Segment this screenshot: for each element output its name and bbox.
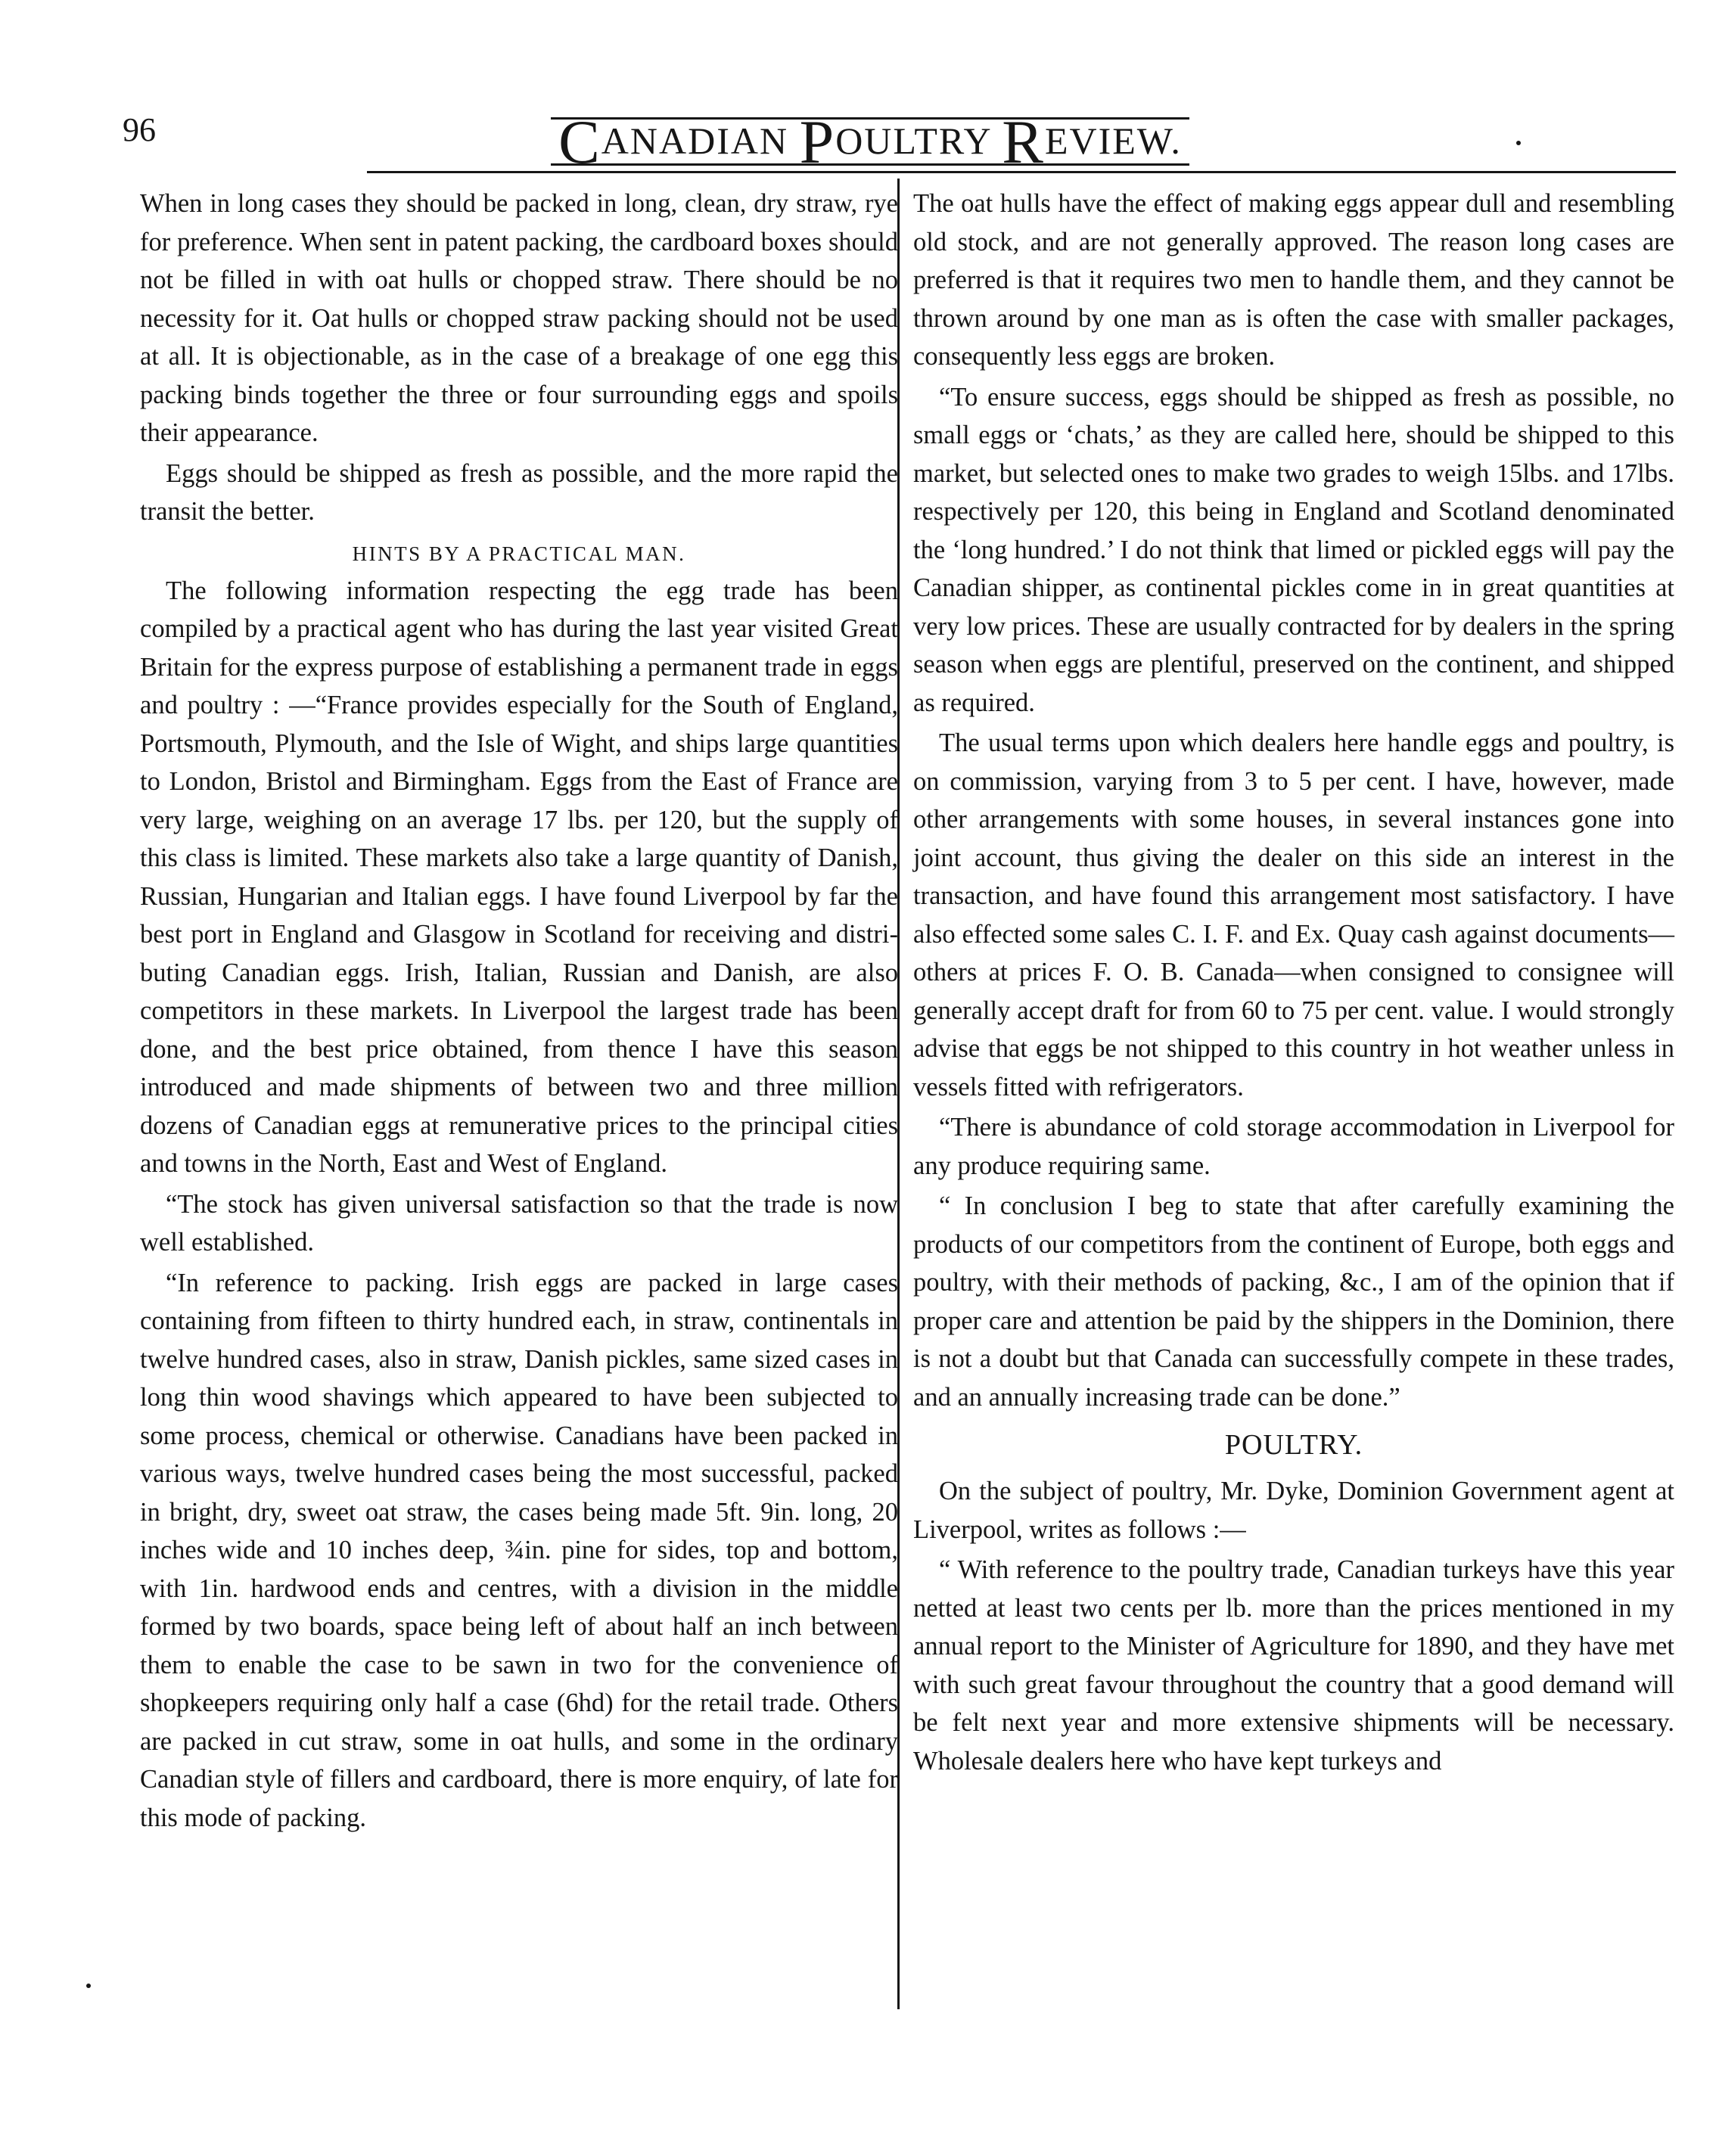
paragraph: “ In conclusion I beg to state that after carefully examining the products of our competitors from the continent of Europe, both eggs and poultry, with their methods of packing, &c., I am of the opinion that if proper care and attention be paid by the shippers in the Dominion, there is not a doubt but that Canada can successfully compete in these trades, and an annually increasing trade can be done.”	[913, 1191, 1674, 1412]
paragraph: “In reference to packing. Irish eggs are packed in large cases containing from fifteen to thirty hundred each, in straw, continentals in twelve hundred cases, also in straw, Danish pickles, same sized cases in long thin wood shavings which appeared to have been subjected to some process, chemical or otherwise. Canadians have been packed in various ways, twelve hundred cases being the most successful, packed in bright, dry, sweet oat straw, the cases being made 5ft. 9in. long, 20 inches wide and 10 inches deep, ¾in. pine for sides, top and bottom, with 1in. hardwood ends and centres, with a division in the middle formed by two boards, space being left of about half an inch between them to enable the case to be sawn in two for the convenience of shopkeepers requiring only half a case (6hd) for the retail trade. Others are packed in cut straw, some in oat hulls, and some in the ordinary Canadian style of fillers and cardboard, there is more enquiry, of late for this mode of packing.	[140, 1268, 898, 1832]
right-column	[913, 185, 1674, 1782]
paragraph: The oat hulls have the effect of making eggs appear dull and resembling old stock, and are not generally approved. The reason long cases are preferred is that it requires two men to handle them, and they cannot be thrown around by one man as is often the case with smaller packages, consequently less eggs are broken.	[913, 189, 1674, 371]
masthead-title: CANADIAN POULTRY REVIEW.	[551, 117, 1189, 166]
paragraph: When in long cases they should be packed in long, clean, dry straw, rye for preference. When sent in patent packing, the cardboard boxes should not be filled in with oat hulls or chopped straw. There should be no necessity for it. Oat hulls or chopped straw packing should not be used at all. It is objectionable, as in the case of a breakage of one egg this packing binds together the three or four surrounding eggs and spoils their appearance.	[140, 189, 898, 447]
stray-dot	[1516, 141, 1521, 145]
page-number: 96	[123, 111, 156, 148]
paragraph: “The stock has given universal satisfaction so that the trade is now well established.	[140, 1189, 898, 1257]
section-heading: POULTRY.	[1224, 1429, 1363, 1461]
subheading: HINTS BY A PRACTICAL MAN.	[352, 542, 686, 565]
paragraph: On the subject of poultry, Mr. Dyke, Dominion Government agent at Liverpool, writes as follows :—	[913, 1477, 1674, 1544]
paragraph: The usual terms upon which dealers here handle eggs and poultry, is on commission, varying from 3 to 5 per cent. I have, however, made other arrangements with some houses, in several instances gone into joint account, thus giving the dealer on this side an interest in the transaction, and have found this arrangement most satisfactory. I have also effected some sales C. I. F. and Ex. Quay cash against documents—others at prices F. O. B. Canada—when consigned to consignee will generally accept draft for from 60 to 75 per cent. value. I would strongly advise that eggs be not shipped to this country in hot weather unless in vessels fitted with refrigerators.	[913, 729, 1674, 1101]
left-column	[140, 185, 898, 1839]
paragraph: “To ensure success, eggs should be shipped as fresh as possible, no small eggs or ‘chats,’ as they are called here, should be shipped to this market, but selected ones to make two grades to weigh 15lbs. and 17lbs. respectively per 120, this being in England and Scotland denominated the ‘long hundred.’ I do not think that limed or pickled eggs will pay the Canadian shipper, as continental pickles come in in great quantities at very low prices. These are usually contracted for by dealers in the spring season when eggs are plentiful, preserved on the continent, and shipped as required.	[913, 382, 1674, 717]
stray-dot	[86, 1984, 91, 1988]
paragraph: “ With reference to the poultry trade, Canadian turkeys have this year netted at least two cents per lb. more than the prices mentioned in my annual report to the Minister of Agriculture for 1890, and they have met with such great favour throughout the country that a good demand will be felt next year and more extensive shipments will be necessary. Wholesale dealers here who have kept turkeys and	[913, 1555, 1674, 1775]
paragraph: Eggs should be shipped as fresh as possible, and the more rapid the transit the better.	[140, 458, 898, 526]
paragraph: “There is abundance of cold storage accommodation in Liverpool for any produce requiring same.	[913, 1113, 1674, 1180]
paragraph: The following information respecting the egg trade has been compiled by a practical agent who has during the last year visited Great Britain for the express purpose of establishing a permanent trade in eggs and poultry : —“France provides especially for the South of England, Portsmouth, Plymouth, and the Isle of Wight, and ships large quantities to London, Bristol and Birmingham. Eggs from the East of France are very large, weighing on an average 17 lbs. per 120, but the supply of this class is limited. These markets also take a large quantity of Danish, Russian, Hungarian and Italian eggs. I have found Liverpool by far the best port in England and Glasgow in Scotland for receiving and distributing Canadian eggs. Irish, Italian, Russian and Danish, are also competitors in these markets. In Liverpool the largest trade has been done, and the best price obtained, from thence I have this season introduced and made shipments of between two and three million dozens of Canadian eggs at remunerative prices to the principal cities and towns in the North, East and West of England.	[140, 576, 898, 1178]
header-rule	[367, 171, 1676, 173]
masthead	[558, 107, 1182, 176]
